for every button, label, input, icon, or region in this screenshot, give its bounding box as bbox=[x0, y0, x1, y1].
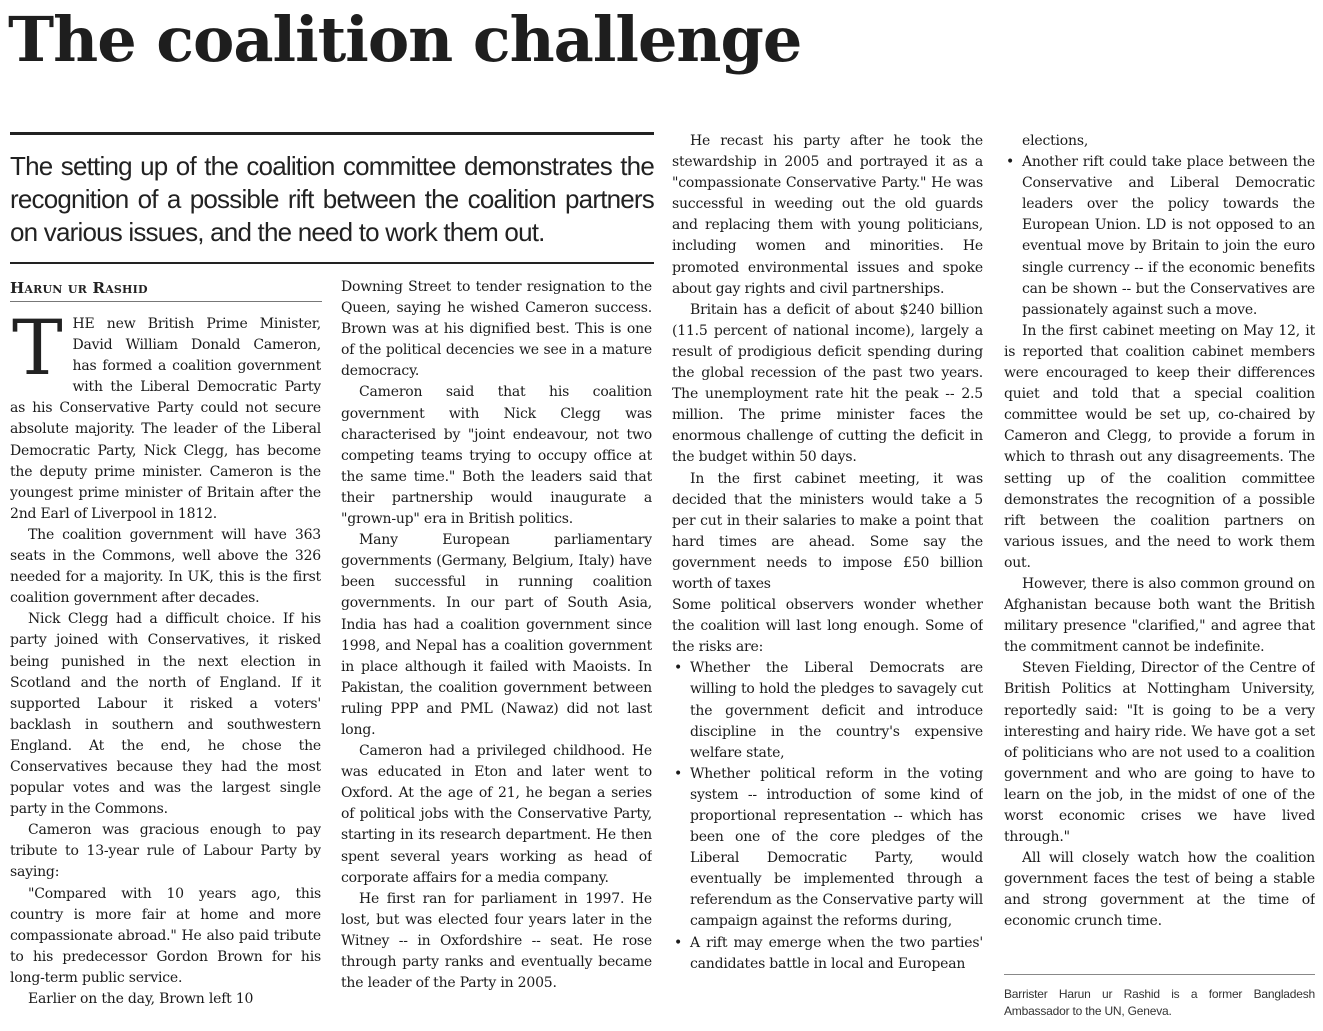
paragraph: Cameron was gracious enough to pay tribute to 13-year rule of Labour Party by saying: bbox=[10, 822, 321, 881]
paragraph: Downing Street to tender resignation to the Queen, saying he wished Cameron success. Brown was at his dignified best. This is one of the political decencies we see in a mature democracy. bbox=[341, 279, 652, 380]
intro-paragraph: THE new British Prime Minister, David William Donald Cameron, has formed a coalition government with the Liberal Democratic Party as his Conservative Party could not secure absolute majority. The leader of the Liberal Democratic Party, Nick Clegg, has become the deputy prime minister. Cameron is the youngest prime minister of Britain after the 2nd Earl of Liverpool in 1812. bbox=[10, 314, 321, 522]
paragraph: In the first cabinet meeting on May 12, it is reported that coalition cabinet members were encouraged to keep their differences quiet and told that a special coalition committee would be set up, co-chaired by Cameron and Clegg, to provide a forum in which to thrash out any disagreements. The setting up of the coalition committee demonstrates the recognition of a possible rift between the coalition partners on various issues, and the need to work them out. bbox=[1004, 322, 1315, 571]
paragraph: "Compared with 10 years ago, this country is more fair at home and more compassionate abroad." He also paid tribute to his predecessor Gordon Brown for his long-term public service. bbox=[10, 885, 321, 986]
column-1 bbox=[10, 314, 321, 1026]
paragraph: Many European parliamentary governments (Germany, Belgium, Italy) have been successful in running coalition governments. In our part of South Asia, India has had a coalition government since 1998, and Nepal has a coalition government in place although it failed with Maoists. In Pakistan, the coalition government between ruling PPP and PML (Nawaz) did not last long. bbox=[341, 532, 652, 738]
deck-bottom-rule bbox=[10, 262, 654, 264]
paragraph: All will closely watch how the coalition government faces the test of being a stable and strong government at the time of economic crunch time. bbox=[1004, 850, 1315, 930]
paragraph: elections, bbox=[1022, 133, 1089, 149]
byline: Harun ur Rashid bbox=[10, 279, 322, 302]
list-item: • Another rift could take place between the Conservative and Liberal Democratic leaders over the policy towards the European Union. LD is not opposed to an eventual move by Britain to join the euro single currency -- if the economic benefits can be shown -- but the Conservatives are passionately against such a move. bbox=[1022, 152, 1315, 321]
list-item: • A rift may emerge when the two parties' candidates battle in local and European bbox=[690, 933, 983, 975]
risk-list bbox=[672, 658, 983, 974]
paragraph: The coalition government will have 363 seats in the Commons, well above the 326 needed for a majority. In UK, this is the first coalition government after decades. bbox=[10, 526, 321, 607]
paragraph: Earlier on the day, Brown left 10 bbox=[28, 991, 254, 1007]
paragraph: Steven Fielding, Director of the Centre of British Politics at Nottingham University, reportedly said: "It is going to be a very interesting and hairy ride. We have got a set of politicians who are not used to a coalition government and who are going to have to learn on the job, in the midst of one of the worst economic crises we have lived through." bbox=[1004, 660, 1315, 846]
drop-cap: T bbox=[12, 314, 63, 392]
column-3 bbox=[672, 131, 983, 1026]
author-note: Barrister Harun ur Rashid is a former Bangladesh Ambassador to the UN, Geneva. bbox=[1004, 987, 1315, 1018]
paragraph: He first ran for parliament in 1997. He lost, but was elected four years later in the Witney -- in Oxfordshire -- seat. He rose through party ranks and eventually became the leader of the Party in 2005. bbox=[341, 890, 652, 992]
author-note-rule bbox=[1004, 974, 1315, 975]
deck-summary: The setting up of the coalition committee demonstrates the recognition of a possible rift between the coalition partners on various issues, and the need to work them out. bbox=[10, 151, 654, 247]
list-item: • Whether political reform in the voting system -- introduction of some kind of proportional representation -- which has been one of the core pledges of the Liberal Democratic Party, would eventually be implemented through a referendum as the Conservative party will campaign against the reforms during, bbox=[690, 764, 983, 933]
paragraph: He recast his party after he took the stewardship in 2005 and portrayed it as a "compassionate Conservative Party." He was successful in weeding out the old guards and replacing them with young politicians, including women and minorities. He promoted environmental issues and spoke about gay rights and civil partnerships. bbox=[672, 133, 983, 297]
paragraph: In the first cabinet meeting, it was decided that the ministers would take a 5 per cut in their salaries to make a point that hard times are ahead. Some say the government needs to impose £50 billion worth of taxes bbox=[672, 470, 983, 592]
column-2 bbox=[341, 277, 652, 1026]
paragraph: Britain has a deficit of about $240 billion (11.5 percent of national income), largely a result of prodigious deficit spending during the global recession of the past two years. The unemployment rate hit the peak -- 2.5 million. The prime minister faces the enormous challenge of cutting the deficit in the budget within 50 days. bbox=[672, 301, 983, 466]
list-item: • Whether the Liberal Democrats are willing to hold the pledges to savagely cut the government deficit and introduce discipline in the country's expensive welfare state, bbox=[690, 658, 983, 763]
paragraph: Some political observers wonder whether the coalition will last long enough. Some of the risks are: bbox=[672, 597, 983, 656]
risk-list-continued bbox=[1004, 152, 1315, 321]
paragraph: Cameron said that his coalition government with Nick Clegg was characterised by "joint endeavour, not two competing teams trying to occupy office at the same time." Both the leaders said that their partnership would inaugurate a "grown-up" era in British politics. bbox=[341, 384, 652, 528]
deck-top-rule bbox=[10, 132, 654, 135]
paragraph: Cameron had a privileged childhood. He was educated in Eton and later went to Oxford. At the age of 21, he began a series of political jobs with the Conservative Party, starting in its research department. He then spent several years working as head of corporate affairs for a media company. bbox=[341, 743, 652, 886]
paragraph: Nick Clegg had a difficult choice. If his party joined with Conservatives, it risked being punished in the next election in Scotland and the north of England. If it supported Labour it risked a voters' backlash in southern and southwestern England. At the end, he chose the Conservatives because they had the most popular votes and was the largest single party in the Commons. bbox=[10, 611, 321, 818]
headline: The coalition challenge bbox=[8, 3, 802, 76]
column-4 bbox=[1004, 131, 1315, 971]
paragraph: However, there is also common ground on Afghanistan because both want the British military presence "clarified," and agree that the commitment cannot be indefinite. bbox=[1004, 575, 1315, 656]
